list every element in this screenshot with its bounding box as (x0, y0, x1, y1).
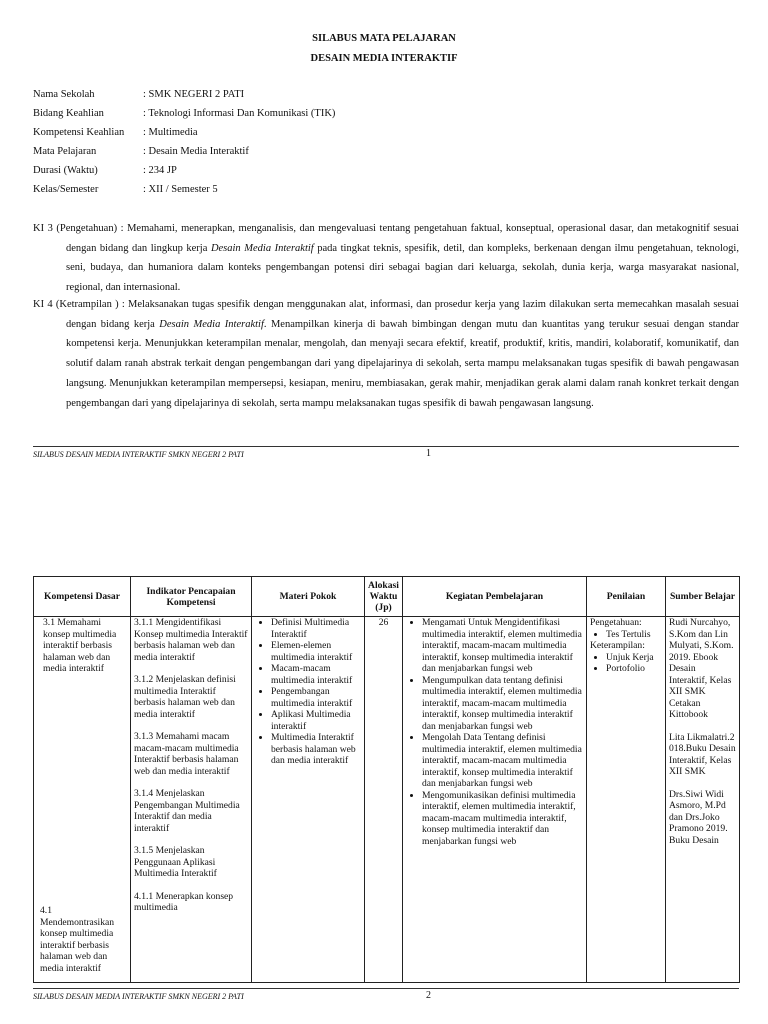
indikator-item: 3.1.3 Memahami macam macam-macam multimedia Interaktif berbasis halaman web dan media interaktif (134, 731, 239, 777)
header-penilaian: Penilaian (587, 577, 666, 617)
kegiatan-cell (403, 617, 587, 983)
kd-text: 3.1 Memahami konsep multimedia interaktif berbasis halaman web dan media interaktif (43, 617, 117, 674)
info-label: Kelas/Semester (33, 184, 99, 195)
info-label: Bidang Keahlian (33, 108, 104, 119)
indikator-cell (131, 617, 252, 983)
indikator-item: 4.1.1 Menerapkan konsep multimedia (134, 890, 234, 913)
kd-text: 4.1 Mendemontrasikan konsep multimedia interaktif berbasis halaman web dan media interaktif (40, 905, 115, 974)
sumber-item: Lita Likmalatri.2 018.Buku Desain Interaktif, Kelas XII SMK (669, 731, 736, 777)
header-sumber-belajar: Sumber Belajar (666, 577, 740, 617)
list-item: • Multimedia Interaktif berbasis halaman web dan media interaktif (271, 732, 361, 767)
ki3-text: KI 3 (Pengetahuan) : Memahami, menerapkan, menganalisis, dan mengevaluasi tentang pengetahuan faktual, konseptual, operasional dasar, dan metakognitif sesuai dengan bidang dan lingkup kerja (33, 223, 739, 254)
sumber-item: Rudi Nurcahyo, S.Kom dan Lin Mulyati, S.Kom. 2019. Ebook Desain Interaktif, Kelas XII SMK Cetakan Kittobook (669, 617, 734, 720)
header-kegiatan: Kegiatan Pembelajaran (403, 577, 587, 617)
list-item: • Pengembangan multimedia interaktif (271, 686, 361, 709)
table-header-row (34, 577, 740, 617)
list-item: • Mengumpulkan data tentang definisi multimedia interaktif, elemen multimedia interaktif, macam-macam multimedia interaktif, konsep multimedia interaktif dan menjabarkan fungsi web (422, 675, 583, 733)
penilaian-label: Pengetahuan: (590, 617, 642, 628)
materi-cell (252, 617, 365, 983)
footer-divider (33, 988, 739, 989)
info-value: : Teknologi Informasi Dan Komunikasi (TIK) (143, 108, 336, 119)
list-item: • Mengamati Untuk Mengidentifikasi multimedia interaktif, elemen multimedia interaktif, macam-macam multimedia interaktif, konsep multimedia interaktif dan menjabarkan fungsi web (422, 617, 583, 675)
info-row (33, 146, 335, 165)
ki4-text-rest: . Menampilkan kinerja di bawah bimbingan dengan mutu dan kuantitas yang terukur sesuai dengan standar kompetensi kerja. Menunjukkan keterampilan menalar, mengolah, dan menyaji secara efektif, kreatif, produktif, kritis, mandiri, kolaboratif, komunikatif, dan solutif dalam ranah abstrak terkait dengan pengembangan dari yang dipelajarinya di sekolah, serta mampu melaksanakan tugas spesifik di bawah pengawasan langsung. Menunjukkan keterampilan mempersepsi, kesiapan, meniru, membiasakan, gerak mahir, menjadikan gerak alami dalam ranah konkret terkait dengan pengembangan dari yang dipelajarinya di sekolah, serta mampu melaksanakan tugas spesifik di bawah pengawasan langsung. (66, 318, 739, 409)
info-label: Nama Sekolah (33, 89, 95, 100)
page-number: 2 (426, 990, 431, 1001)
list-item: • Mengolah Data Tentang definisi multimedia interaktif, elemen multimedia interaktif, macam-macam multimedia interaktif, konsep multimedia interaktif dan menjabarkan fungsi web (422, 732, 583, 790)
info-row (33, 108, 335, 127)
header-materi-pokok: Materi Pokok (252, 577, 365, 617)
ki4-subject: Desain Media Interaktif (159, 318, 264, 330)
ki3-paragraph (33, 219, 739, 298)
list-item: • Unjuk Kerja (606, 652, 662, 664)
document-title: SILABUS MATA PELAJARAN (312, 33, 456, 44)
info-value: : 234 JP (143, 165, 177, 176)
page-footer: SILABUS DESAIN MEDIA INTERAKTIF SMKN NEGERI 2 PATI (33, 992, 244, 1001)
info-label: Kompetensi Keahlian (33, 127, 125, 138)
list-item: • Portofolio (606, 663, 662, 675)
info-row (33, 127, 335, 146)
ki3-subject: Desain Media Interaktif (210, 242, 314, 254)
penilaian-cell (587, 617, 666, 983)
sumber-item: Drs.Siwi Widi Asmoro, M.Pd dan Drs.Joko Pramono 2019. Buku Desain (669, 788, 728, 846)
indikator-item: 3.1.4 Menjelaskan Pengembangan Multimedia Interaktif dan media interaktif (134, 788, 240, 834)
indikator-item: 3.1.1 Mengidentifikasi Konsep multimedia Interaktif berbasis halaman web dan media interaktif (134, 617, 248, 663)
table-row (34, 617, 740, 983)
header-indikator: Indikator Pencapaian Kompetensi (131, 577, 252, 617)
ki4-text: KI 4 (Ketrampilan ) : Melaksanakan tugas spesifik dengan menggunakan alat, informasi, dan prosedur kerja yang lazim dilakukan serta memecahkan masalah sesuai dengan bidang kerja (33, 299, 739, 330)
footer-divider (33, 446, 739, 447)
info-label: Durasi (Waktu) (33, 165, 98, 176)
info-value: : SMK NEGERI 2 PATI (143, 89, 245, 100)
page-number: 1 (426, 448, 431, 459)
page-footer: SILABUS DESAIN MEDIA INTERAKTIF SMKN NEGERI 2 PATI (33, 450, 244, 459)
list-item: • Tes Tertulis (606, 629, 662, 641)
info-value: : XII / Semester 5 (143, 184, 218, 195)
list-item: • Macam-macam multimedia interaktif (271, 663, 361, 686)
list-item: • Definisi Multimedia Interaktif (271, 617, 361, 640)
info-row (33, 165, 335, 184)
ki4-paragraph (33, 295, 739, 413)
penilaian-label: Keterampilan: (590, 640, 645, 651)
kd-cell (34, 617, 131, 983)
sumber-cell (666, 617, 740, 983)
syllabus-table (33, 576, 740, 983)
info-label: Mata Pelajaran (33, 146, 97, 157)
list-item: • Elemen-elemen multimedia interaktif (271, 640, 361, 663)
document-subtitle: DESAIN MEDIA INTERAKTIF (310, 53, 458, 64)
list-item: • Aplikasi Multimedia interaktif (271, 709, 361, 732)
alokasi-value: 26 (378, 617, 389, 628)
info-value: : Desain Media Interaktif (143, 146, 249, 157)
alokasi-cell (365, 617, 403, 983)
info-row (33, 89, 335, 108)
school-info (33, 89, 335, 203)
info-value: : Multimedia (143, 127, 198, 138)
info-row (33, 184, 335, 203)
indikator-item: 3.1.5 Menjelaskan Penggunaan Aplikasi Multimedia Interaktif (134, 845, 217, 879)
header-kompetensi-dasar: Kompetensi Dasar (34, 577, 131, 617)
ki3-text-rest: pada tingkat teknis, spesifik, detil, dan kompleks, berkenaan dengan ilmu pengetahuan, teknologi, seni, budaya, dan humaniora dalam konteks pengembangan potensi diri sebagai bagian dari keluarga, sekolah, dunia kerja, warga masyarakat nasional, regional, dan internasional. (66, 242, 739, 294)
indikator-item: 3.1.2 Menjelaskan definisi multimedia Interaktif berbasis halaman web dan media interaktif (134, 674, 236, 720)
header-alokasi-waktu: Alokasi Waktu (Jp) (365, 577, 403, 617)
list-item: • Mengomunikasikan definisi multimedia interaktif, elemen multimedia interaktif, macam-macam multimedia interaktif, konsep multimedia interaktif dan menjabarkan fungsi web (422, 790, 583, 848)
